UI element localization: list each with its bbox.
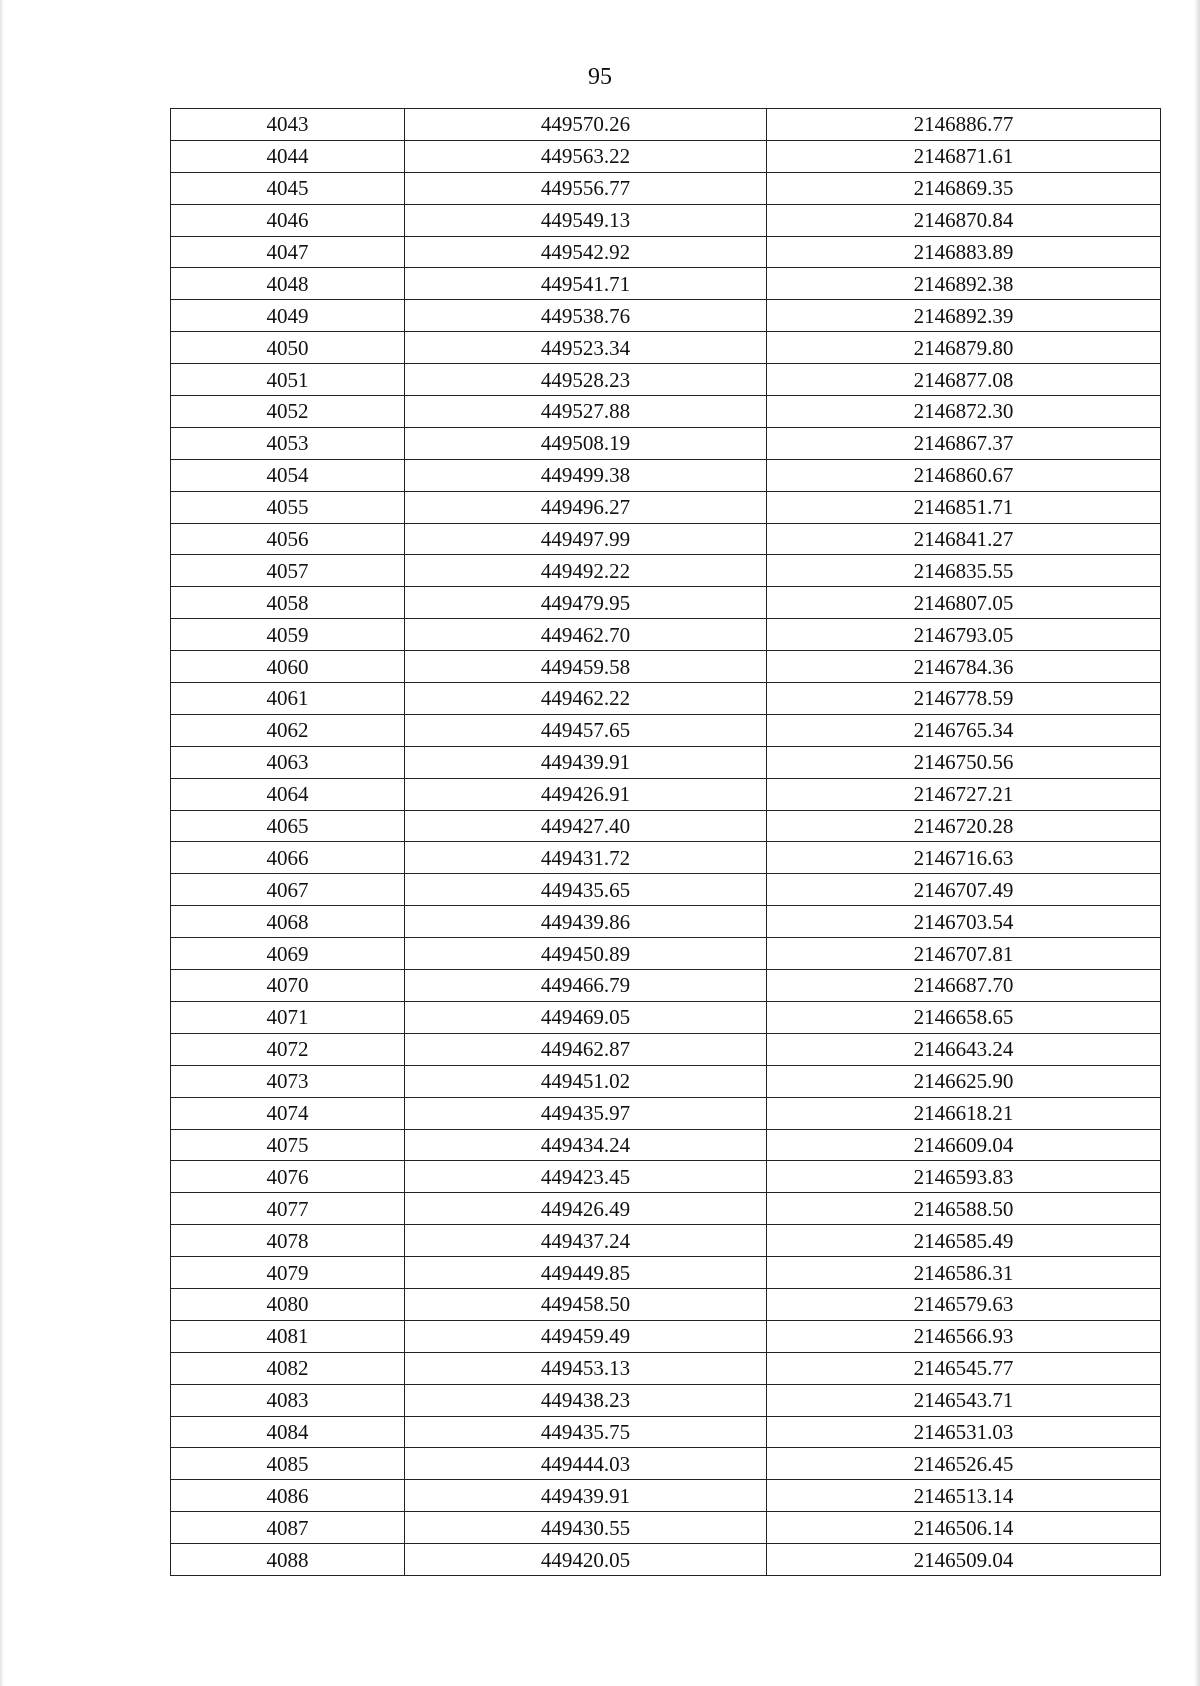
- table-row: [171, 1161, 1161, 1193]
- table-row: [171, 1001, 1161, 1033]
- point-id-cell: 4043: [171, 109, 405, 141]
- y-coordinate-cell: 2146506.14: [767, 1512, 1161, 1544]
- x-coordinate-cell: 449434.24: [405, 1129, 767, 1161]
- table-row: [171, 364, 1161, 396]
- point-id-cell: 4061: [171, 683, 405, 715]
- table-row: [171, 810, 1161, 842]
- x-coordinate-cell: 449570.26: [405, 109, 767, 141]
- table-row: [171, 236, 1161, 268]
- y-coordinate-cell: 2146543.71: [767, 1384, 1161, 1416]
- x-coordinate-cell: 449430.55: [405, 1512, 767, 1544]
- y-coordinate-cell: 2146886.77: [767, 109, 1161, 141]
- x-coordinate-cell: 449435.97: [405, 1097, 767, 1129]
- point-id-cell: 4071: [171, 1001, 405, 1033]
- x-coordinate-cell: 449423.45: [405, 1161, 767, 1193]
- y-coordinate-cell: 2146593.83: [767, 1161, 1161, 1193]
- y-coordinate-cell: 2146658.65: [767, 1001, 1161, 1033]
- table-row: [171, 746, 1161, 778]
- y-coordinate-cell: 2146879.80: [767, 332, 1161, 364]
- point-id-cell: 4053: [171, 427, 405, 459]
- table-row: [171, 651, 1161, 683]
- x-coordinate-cell: 449437.24: [405, 1225, 767, 1257]
- x-coordinate-cell: 449444.03: [405, 1448, 767, 1480]
- y-coordinate-cell: 2146867.37: [767, 427, 1161, 459]
- point-id-cell: 4070: [171, 970, 405, 1002]
- point-id-cell: 4048: [171, 268, 405, 300]
- x-coordinate-cell: 449459.49: [405, 1320, 767, 1352]
- point-id-cell: 4063: [171, 746, 405, 778]
- table-row: [171, 332, 1161, 364]
- x-coordinate-cell: 449499.38: [405, 459, 767, 491]
- table-row: [171, 1033, 1161, 1065]
- point-id-cell: 4083: [171, 1384, 405, 1416]
- table-row: [171, 1448, 1161, 1480]
- x-coordinate-cell: 449426.91: [405, 778, 767, 810]
- table-row: [171, 523, 1161, 555]
- table-row: [171, 1097, 1161, 1129]
- y-coordinate-cell: 2146707.81: [767, 938, 1161, 970]
- point-id-cell: 4081: [171, 1320, 405, 1352]
- table-row: [171, 109, 1161, 141]
- table-row: [171, 1416, 1161, 1448]
- table-row: [171, 268, 1161, 300]
- point-id-cell: 4069: [171, 938, 405, 970]
- x-coordinate-cell: 449453.13: [405, 1352, 767, 1384]
- x-coordinate-cell: 449462.70: [405, 619, 767, 651]
- y-coordinate-cell: 2146750.56: [767, 746, 1161, 778]
- y-coordinate-cell: 2146579.63: [767, 1288, 1161, 1320]
- point-id-cell: 4047: [171, 236, 405, 268]
- x-coordinate-cell: 449523.34: [405, 332, 767, 364]
- y-coordinate-cell: 2146807.05: [767, 587, 1161, 619]
- table-row: [171, 938, 1161, 970]
- point-id-cell: 4056: [171, 523, 405, 555]
- x-coordinate-cell: 449435.75: [405, 1416, 767, 1448]
- table-row: [171, 587, 1161, 619]
- point-id-cell: 4062: [171, 714, 405, 746]
- y-coordinate-cell: 2146566.93: [767, 1320, 1161, 1352]
- x-coordinate-cell: 449541.71: [405, 268, 767, 300]
- y-coordinate-cell: 2146513.14: [767, 1480, 1161, 1512]
- table-row: [171, 1544, 1161, 1576]
- table-row: [171, 1288, 1161, 1320]
- point-id-cell: 4054: [171, 459, 405, 491]
- point-id-cell: 4078: [171, 1225, 405, 1257]
- x-coordinate-cell: 449427.40: [405, 810, 767, 842]
- scan-edge-right: [1194, 0, 1200, 1686]
- y-coordinate-cell: 2146892.39: [767, 300, 1161, 332]
- point-id-cell: 4079: [171, 1257, 405, 1289]
- point-id-cell: 4073: [171, 1065, 405, 1097]
- y-coordinate-cell: 2146851.71: [767, 491, 1161, 523]
- table-row: [171, 1512, 1161, 1544]
- x-coordinate-cell: 449542.92: [405, 236, 767, 268]
- point-id-cell: 4085: [171, 1448, 405, 1480]
- y-coordinate-cell: 2146586.31: [767, 1257, 1161, 1289]
- y-coordinate-cell: 2146625.90: [767, 1065, 1161, 1097]
- table-row: [171, 906, 1161, 938]
- point-id-cell: 4076: [171, 1161, 405, 1193]
- y-coordinate-cell: 2146531.03: [767, 1416, 1161, 1448]
- x-coordinate-cell: 449420.05: [405, 1544, 767, 1576]
- y-coordinate-cell: 2146871.61: [767, 140, 1161, 172]
- table-row: [171, 140, 1161, 172]
- y-coordinate-cell: 2146703.54: [767, 906, 1161, 938]
- y-coordinate-cell: 2146778.59: [767, 683, 1161, 715]
- point-id-cell: 4051: [171, 364, 405, 396]
- table-row: [171, 874, 1161, 906]
- coordinate-table-body: [171, 109, 1161, 1576]
- point-id-cell: 4049: [171, 300, 405, 332]
- table-row: [171, 427, 1161, 459]
- point-id-cell: 4067: [171, 874, 405, 906]
- point-id-cell: 4075: [171, 1129, 405, 1161]
- y-coordinate-cell: 2146643.24: [767, 1033, 1161, 1065]
- y-coordinate-cell: 2146841.27: [767, 523, 1161, 555]
- y-coordinate-cell: 2146883.89: [767, 236, 1161, 268]
- table-row: [171, 491, 1161, 523]
- table-row: [171, 1320, 1161, 1352]
- y-coordinate-cell: 2146687.70: [767, 970, 1161, 1002]
- x-coordinate-cell: 449459.58: [405, 651, 767, 683]
- point-id-cell: 4050: [171, 332, 405, 364]
- point-id-cell: 4066: [171, 842, 405, 874]
- x-coordinate-cell: 449439.86: [405, 906, 767, 938]
- table-row: [171, 970, 1161, 1002]
- table-row: [171, 778, 1161, 810]
- point-id-cell: 4080: [171, 1288, 405, 1320]
- point-id-cell: 4060: [171, 651, 405, 683]
- x-coordinate-cell: 449462.87: [405, 1033, 767, 1065]
- table-row: [171, 1065, 1161, 1097]
- table-row: [171, 1257, 1161, 1289]
- x-coordinate-cell: 449431.72: [405, 842, 767, 874]
- x-coordinate-cell: 449492.22: [405, 555, 767, 587]
- table-row: [171, 555, 1161, 587]
- table-row: [171, 619, 1161, 651]
- y-coordinate-cell: 2146609.04: [767, 1129, 1161, 1161]
- x-coordinate-cell: 449439.91: [405, 746, 767, 778]
- y-coordinate-cell: 2146765.34: [767, 714, 1161, 746]
- point-id-cell: 4077: [171, 1193, 405, 1225]
- x-coordinate-cell: 449528.23: [405, 364, 767, 396]
- x-coordinate-cell: 449527.88: [405, 396, 767, 428]
- y-coordinate-cell: 2146588.50: [767, 1193, 1161, 1225]
- x-coordinate-cell: 449458.50: [405, 1288, 767, 1320]
- table-row: [171, 1193, 1161, 1225]
- point-id-cell: 4052: [171, 396, 405, 428]
- point-id-cell: 4045: [171, 172, 405, 204]
- table-row: [171, 1352, 1161, 1384]
- x-coordinate-cell: 449469.05: [405, 1001, 767, 1033]
- x-coordinate-cell: 449438.23: [405, 1384, 767, 1416]
- point-id-cell: 4082: [171, 1352, 405, 1384]
- point-id-cell: 4074: [171, 1097, 405, 1129]
- table-row: [171, 1384, 1161, 1416]
- y-coordinate-cell: 2146892.38: [767, 268, 1161, 300]
- x-coordinate-cell: 449497.99: [405, 523, 767, 555]
- point-id-cell: 4084: [171, 1416, 405, 1448]
- x-coordinate-cell: 449462.22: [405, 683, 767, 715]
- y-coordinate-cell: 2146716.63: [767, 842, 1161, 874]
- point-id-cell: 4086: [171, 1480, 405, 1512]
- x-coordinate-cell: 449479.95: [405, 587, 767, 619]
- x-coordinate-cell: 449450.89: [405, 938, 767, 970]
- y-coordinate-cell: 2146877.08: [767, 364, 1161, 396]
- y-coordinate-cell: 2146872.30: [767, 396, 1161, 428]
- x-coordinate-cell: 449549.13: [405, 204, 767, 236]
- point-id-cell: 4044: [171, 140, 405, 172]
- x-coordinate-cell: 449466.79: [405, 970, 767, 1002]
- table-row: [171, 459, 1161, 491]
- table-row: [171, 172, 1161, 204]
- point-id-cell: 4058: [171, 587, 405, 619]
- y-coordinate-cell: 2146860.67: [767, 459, 1161, 491]
- x-coordinate-cell: 449496.27: [405, 491, 767, 523]
- y-coordinate-cell: 2146784.36: [767, 651, 1161, 683]
- y-coordinate-cell: 2146618.21: [767, 1097, 1161, 1129]
- point-id-cell: 4072: [171, 1033, 405, 1065]
- y-coordinate-cell: 2146526.45: [767, 1448, 1161, 1480]
- y-coordinate-cell: 2146720.28: [767, 810, 1161, 842]
- y-coordinate-cell: 2146707.49: [767, 874, 1161, 906]
- y-coordinate-cell: 2146870.84: [767, 204, 1161, 236]
- point-id-cell: 4064: [171, 778, 405, 810]
- point-id-cell: 4068: [171, 906, 405, 938]
- point-id-cell: 4046: [171, 204, 405, 236]
- x-coordinate-cell: 449435.65: [405, 874, 767, 906]
- x-coordinate-cell: 449426.49: [405, 1193, 767, 1225]
- x-coordinate-cell: 449449.85: [405, 1257, 767, 1289]
- point-id-cell: 4065: [171, 810, 405, 842]
- table-row: [171, 1480, 1161, 1512]
- y-coordinate-cell: 2146585.49: [767, 1225, 1161, 1257]
- y-coordinate-cell: 2146545.77: [767, 1352, 1161, 1384]
- table-row: [171, 300, 1161, 332]
- table-row: [171, 1129, 1161, 1161]
- table-row: [171, 842, 1161, 874]
- x-coordinate-cell: 449508.19: [405, 427, 767, 459]
- point-id-cell: 4087: [171, 1512, 405, 1544]
- x-coordinate-cell: 449457.65: [405, 714, 767, 746]
- x-coordinate-cell: 449556.77: [405, 172, 767, 204]
- point-id-cell: 4059: [171, 619, 405, 651]
- table-row: [171, 204, 1161, 236]
- y-coordinate-cell: 2146727.21: [767, 778, 1161, 810]
- table-row: [171, 714, 1161, 746]
- point-id-cell: 4088: [171, 1544, 405, 1576]
- point-id-cell: 4055: [171, 491, 405, 523]
- x-coordinate-cell: 449439.91: [405, 1480, 767, 1512]
- x-coordinate-cell: 449451.02: [405, 1065, 767, 1097]
- table-row: [171, 683, 1161, 715]
- coordinate-table: [170, 108, 1161, 1576]
- y-coordinate-cell: 2146509.04: [767, 1544, 1161, 1576]
- x-coordinate-cell: 449538.76: [405, 300, 767, 332]
- point-id-cell: 4057: [171, 555, 405, 587]
- y-coordinate-cell: 2146835.55: [767, 555, 1161, 587]
- x-coordinate-cell: 449563.22: [405, 140, 767, 172]
- page-number: 95: [588, 64, 612, 90]
- y-coordinate-cell: 2146793.05: [767, 619, 1161, 651]
- scan-edge-left: [0, 0, 4, 1686]
- table-row: [171, 396, 1161, 428]
- y-coordinate-cell: 2146869.35: [767, 172, 1161, 204]
- table-row: [171, 1225, 1161, 1257]
